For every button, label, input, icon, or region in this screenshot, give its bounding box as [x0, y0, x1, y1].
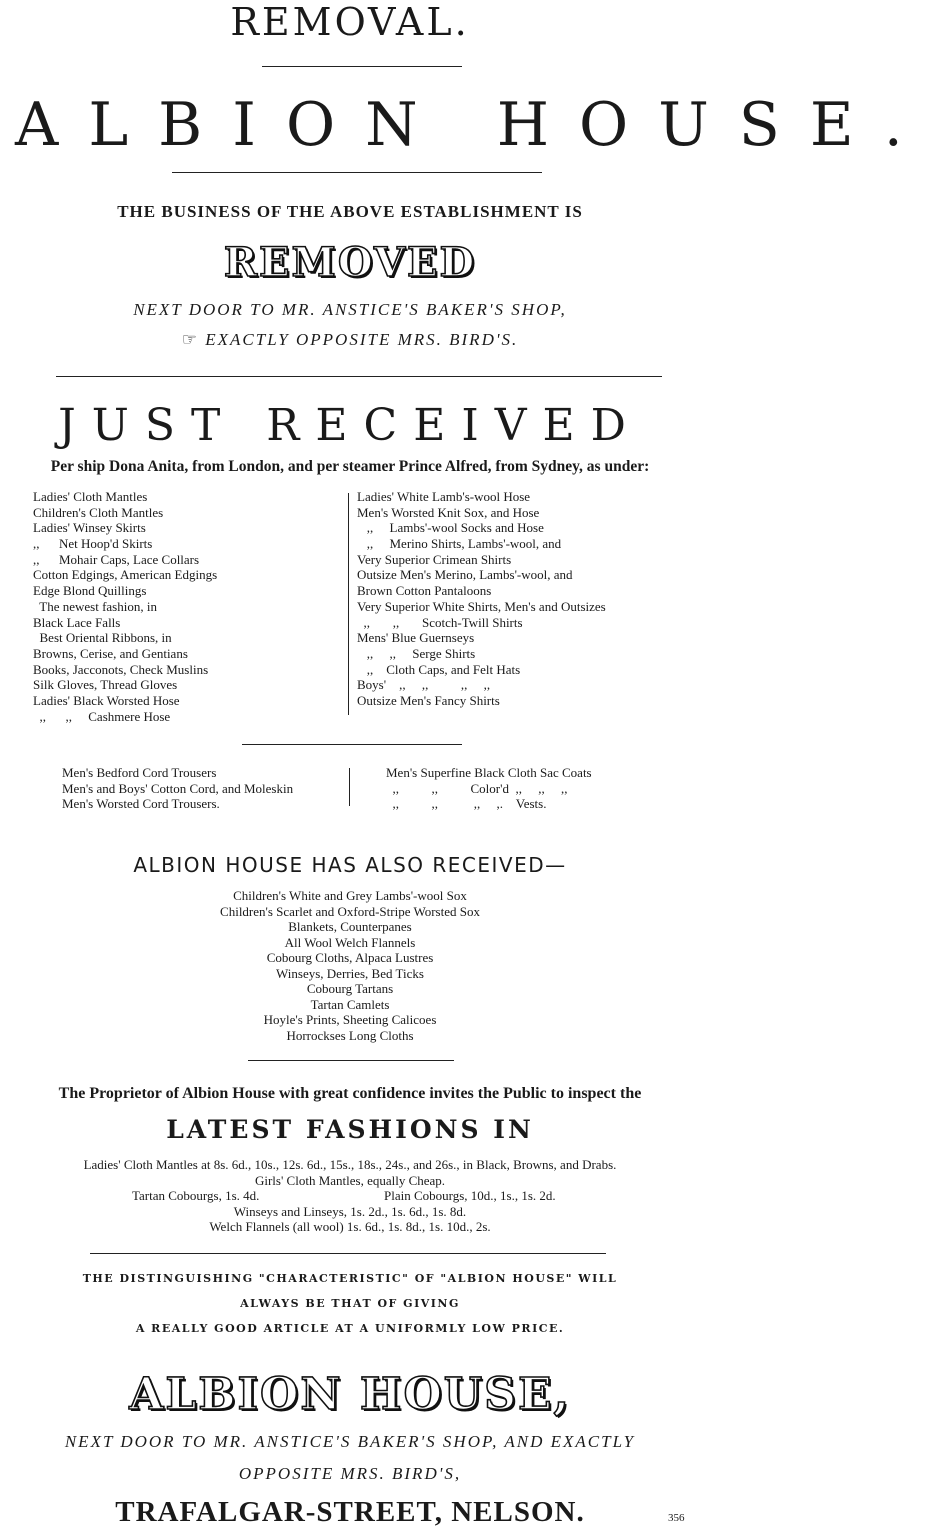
price-line: Welch Flannels (all wool) 1s. 6d., 1s. 8d., 1s. 10d., 2s.	[209, 1219, 491, 1234]
list-item: Men's Bedford Cord Trousers	[62, 765, 217, 780]
price-list	[0, 1157, 700, 1235]
list-item: Browns, Cerise, and Gentians	[33, 645, 188, 661]
list-item: Tartan Camlets	[310, 996, 390, 1012]
street-address: TRAFALGAR-STREET, NELSON.	[115, 1496, 585, 1528]
list-item: Men's and Boys' Cotton Cord, and Moleskin	[62, 780, 294, 796]
list-item: ,, Lambs'-wool Socks and Hose	[357, 520, 544, 536]
divider	[90, 1253, 606, 1254]
list-item: Ladies' White Lamb's-wool Hose	[357, 489, 531, 504]
removed-heading: REMOVED	[223, 239, 477, 286]
left-goods-list-2	[62, 765, 293, 812]
list-item: Ladies' Winsey Skirts	[33, 520, 146, 536]
proprietor-invite: The Proprietor of Albion House with great confidence invites the Public to inspect the	[58, 1085, 642, 1102]
list-item: Winseys, Derries, Bed Ticks	[276, 965, 424, 981]
price-line: Girls' Cloth Mantles, equally Cheap.	[254, 1172, 446, 1188]
list-item: Brown Cotton Pantaloons	[357, 583, 492, 599]
distinguishing-line-2: ALWAYS BE THAT OF GIVING	[240, 1297, 460, 1310]
price-line: Winseys and Linseys, 1s. 2d., 1s. 6d., 1s. 8d.	[233, 1203, 467, 1219]
list-item: Mens' Blue Guernseys	[357, 630, 475, 646]
list-item: ,, Cloth Caps, and Felt Hats	[357, 661, 521, 677]
list-item: ,, Merino Shirts, Lambs'-wool, and	[357, 536, 562, 552]
opposite-line	[0, 330, 700, 350]
removal-heading: REMOVAL.	[230, 0, 470, 44]
list-item: Best Oriental Ribbons, in	[33, 630, 172, 646]
divider	[56, 376, 662, 377]
list-item: The newest fashion, in	[33, 598, 157, 614]
advert-number: 356	[668, 1512, 685, 1524]
column-divider	[349, 768, 350, 806]
price-line-left: Tartan Cobourgs, 1s. 4d.	[132, 1188, 260, 1203]
divider	[262, 66, 462, 67]
also-received-list	[0, 888, 700, 1043]
list-item: ,, ,, Serge Shirts	[357, 645, 476, 661]
latest-fashions-heading: LATEST FASHIONS IN	[166, 1115, 534, 1144]
albion-house-footer-heading: ALBION HOUSE,	[129, 1369, 571, 1420]
list-item: Cotton Edgings, American Edgings	[33, 567, 218, 583]
list-item: Outsize Men's Fancy Shirts	[357, 692, 500, 708]
list-item: Hoyle's Prints, Sheeting Calicoes	[263, 1012, 437, 1027]
also-received-heading: ALBION HOUSE HAS ALSO RECEIVED—	[133, 853, 567, 877]
list-item: ,, ,, Color'd ,, ,, ,,	[386, 780, 568, 796]
list-item: Edge Blond Quillings	[33, 583, 147, 599]
list-item: ,, Mohair Caps, Lace Collars	[33, 551, 200, 567]
next-door-line: NEXT DOOR TO MR. ANSTICE'S BAKER'S SHOP,	[133, 300, 567, 319]
list-item: ,, ,, Cashmere Hose	[33, 708, 171, 724]
list-item: Silk Gloves, Thread Gloves	[33, 677, 178, 693]
column-divider	[348, 493, 349, 715]
albion-house-heading: ALBION HOUSE.	[15, 90, 933, 160]
list-item: Men's Worsted Cord Trousers.	[62, 796, 220, 812]
list-item: Children's Cloth Mantles	[33, 504, 164, 520]
distinguishing-line-3: A REALLY GOOD ARTICLE AT A UNIFORMLY LOW PRICE.	[135, 1322, 565, 1335]
right-goods-list	[357, 489, 606, 709]
price-line: Ladies' Cloth Mantles at 8s. 6d., 10s., 12s. 6d., 15s., 18s., 24s., and 26s., in Black, Browns, and Drabs.	[83, 1157, 617, 1172]
just-received-heading: JUST RECEIVED	[58, 400, 642, 451]
divider	[248, 1060, 454, 1061]
list-item: Men's Superfine Black Cloth Sac Coats	[386, 765, 592, 780]
list-item: ,, ,, Scotch-Twill Shirts	[357, 614, 523, 630]
list-item: Blankets, Counterpanes	[288, 919, 412, 934]
list-item: Children's Scarlet and Oxford-Stripe Worsted Sox	[220, 903, 480, 919]
list-item: Black Lace Falls	[33, 614, 121, 630]
pointing-hand-icon: ☞	[181, 330, 199, 349]
list-item: Ladies' Cloth Mantles	[33, 489, 148, 504]
business-notice: THE BUSINESS OF THE ABOVE ESTABLISHMENT IS	[117, 202, 583, 221]
list-item: ,, ,, ,, ,. Vests.	[386, 796, 547, 812]
list-item: Very Superior Crimean Shirts	[357, 551, 512, 567]
list-item: Men's Worsted Knit Sox, and Hose	[357, 504, 540, 520]
price-line-right: Plain Cobourgs, 10d., 1s., 1s. 2d.	[384, 1188, 556, 1203]
divider	[172, 172, 542, 173]
opposite-text: EXACTLY OPPOSITE MRS. BIRD'S.	[205, 330, 519, 349]
distinguishing-line-1: THE DISTINGUISHING "CHARACTERISTIC" OF "ALBION HOUSE" WILL	[82, 1272, 618, 1285]
list-item: Ladies' Black Worsted Hose	[33, 692, 180, 708]
list-item: Boys' ,, ,, ,, ,,	[357, 677, 491, 693]
left-goods-list	[33, 489, 217, 724]
shipment-subtitle: Per ship Dona Anita, from London, and per steamer Prince Alfred, from Sydney, as under:	[50, 458, 650, 475]
address-line-1: NEXT DOOR TO MR. ANSTICE'S BAKER'S SHOP, AND EXACTLY	[64, 1432, 636, 1451]
list-item: Cobourg Cloths, Alpaca Lustres	[266, 950, 434, 965]
list-item: Very Superior White Shirts, Men's and Outsizes	[357, 598, 606, 614]
price-line	[0, 1188, 700, 1204]
right-goods-list-2	[386, 765, 592, 812]
list-item: Books, Jacconots, Check Muslins	[33, 661, 209, 677]
list-item: Horrockses Long Cloths	[286, 1027, 414, 1043]
list-item: All Wool Welch Flannels	[284, 934, 416, 950]
list-item: ,, Net Hoop'd Skirts	[33, 536, 153, 552]
list-item: Outsize Men's Merino, Lambs'-wool, and	[357, 567, 573, 583]
list-item: Children's White and Grey Lambs'-wool Sox	[233, 888, 467, 903]
divider	[242, 744, 462, 745]
list-item: Cobourg Tartans	[306, 981, 394, 996]
address-line-2: OPPOSITE MRS. BIRD'S,	[238, 1464, 462, 1483]
